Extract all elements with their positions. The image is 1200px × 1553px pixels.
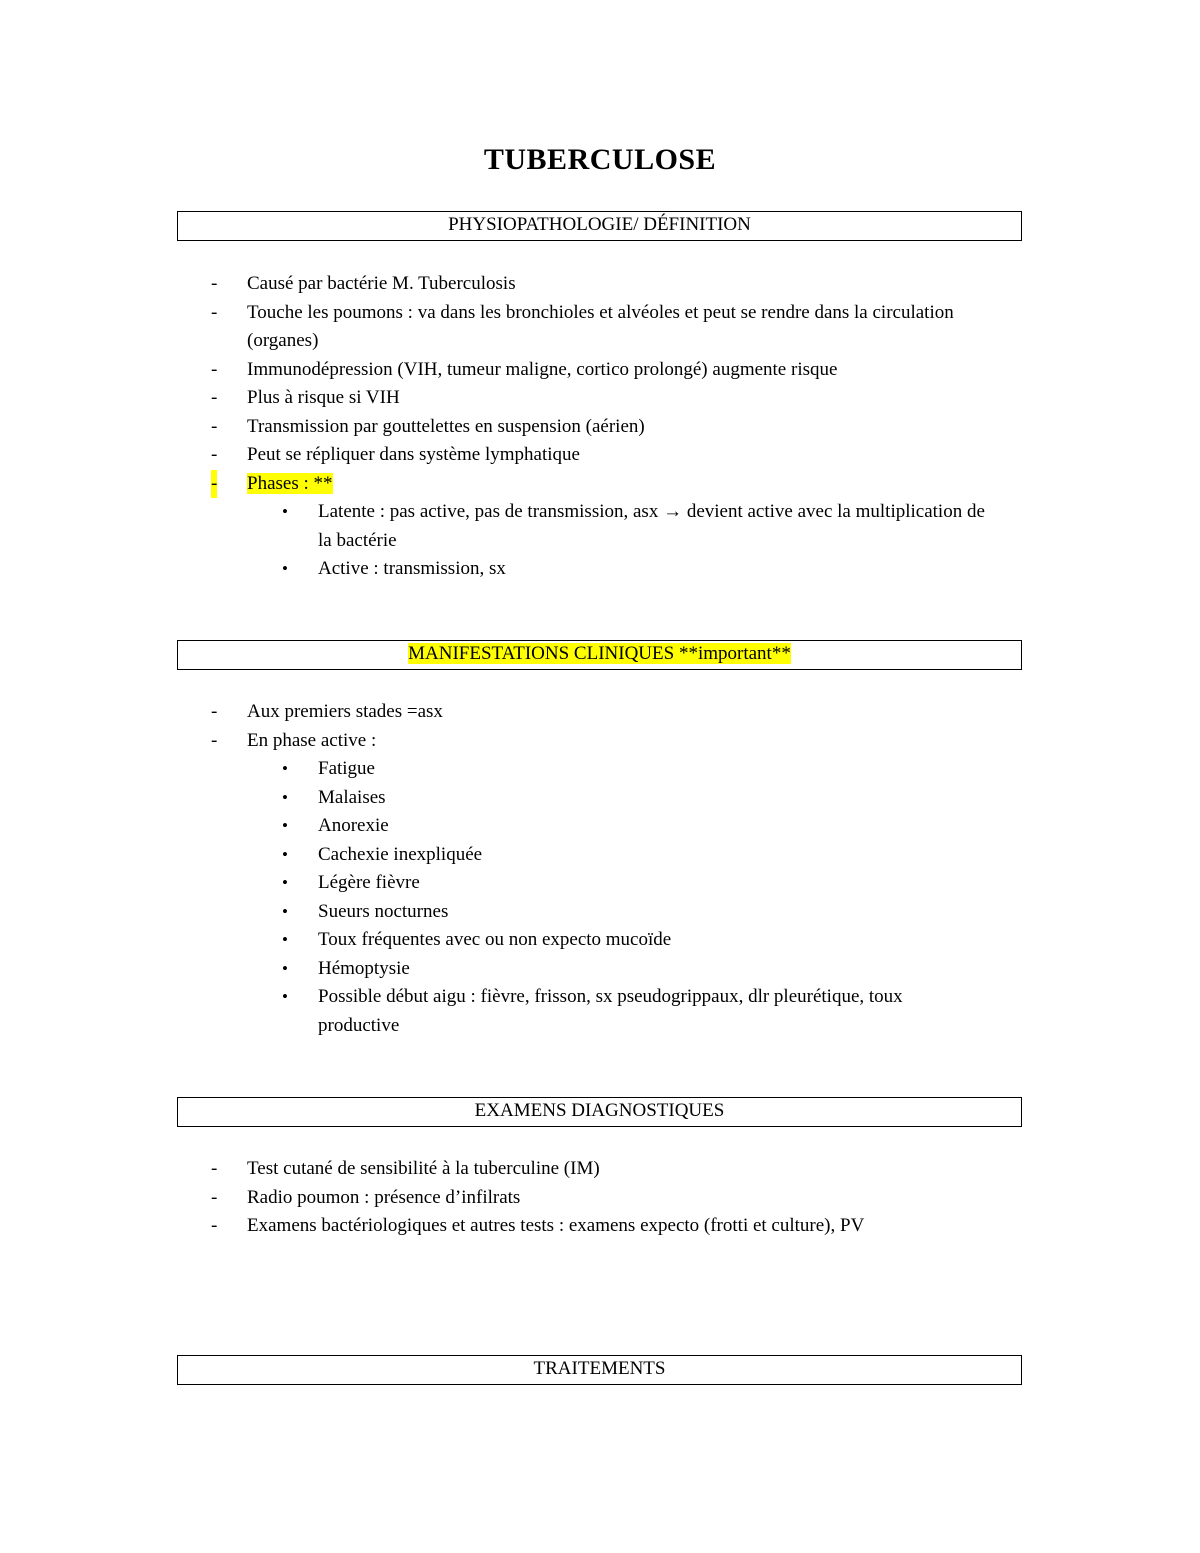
list-item: - Touche les poumons : va dans les bronchioles et alvéoles et peut se rendre dans la circulation (organes) (0, 299, 987, 356)
bullet-icon: • (282, 787, 288, 807)
list-item: - Immunodépression (VIH, tumeur maligne, cortico prolongé) augmente risque (0, 356, 987, 385)
sub-list-item: • Hémoptysie (0, 955, 988, 984)
section-heading-traitements (177, 1355, 1022, 1385)
sub-list-item: • Sueurs nocturnes (0, 898, 988, 927)
list-item: - Radio poumon : présence d’infilrats (0, 1184, 987, 1213)
sub-list-item: • Fatigue (0, 755, 988, 784)
list-item: - Causé par bactérie M. Tuberculosis (0, 270, 987, 299)
section-heading-label: TRAITEMENTS (533, 1358, 666, 1379)
physiopathologie-list (0, 270, 1200, 584)
bullet-icon: • (282, 816, 288, 835)
dash-marker: - (211, 470, 217, 499)
manifestations-list (0, 698, 1200, 1040)
dash-marker: - (211, 444, 218, 465)
section-heading-label: PHYSIOPATHOLOGIE/ DÉFINITION (448, 214, 751, 235)
bullet-icon: • (282, 987, 288, 1006)
dash-marker: - (211, 273, 218, 294)
section-heading-manifestations (177, 640, 1022, 670)
bullet-icon: • (282, 873, 288, 892)
list-item: - Examens bactériologiques et autres tests : examens expecto (frotti et culture), PV (0, 1212, 987, 1241)
bullet-icon: • (282, 759, 288, 778)
list-item: - Test cutané de sensibilité à la tuberculine (IM) (0, 1155, 987, 1184)
sub-list-item: • Possible début aigu : fièvre, frisson, sx pseudogrippaux, dlr pleurétique, toux productive (0, 983, 988, 1040)
list-item: - Aux premiers stades =asx (0, 698, 987, 727)
sub-list-item: • Cachexie inexpliquée (0, 841, 988, 870)
dash-marker: - (211, 701, 218, 722)
dash-marker: - (211, 301, 218, 323)
bullet-icon: • (282, 559, 288, 578)
sub-list-item: • Malaises (0, 784, 988, 813)
list-item: - Transmission par gouttelettes en suspension (aérien) (0, 413, 987, 442)
bullet-icon: • (282, 502, 288, 521)
dash-marker: - (211, 358, 218, 380)
list-item: - Plus à risque si VIH (0, 384, 987, 413)
dash-marker: - (211, 1158, 218, 1179)
page-title: TUBERCULOSE (483, 143, 717, 176)
dash-marker: - (211, 1186, 218, 1208)
sub-list-item: • Toux fréquentes avec ou non expecto mucoïde (0, 926, 988, 955)
sub-list-item: • Latente : pas active, pas de transmission, asx → devient active avec la multiplication de la bactérie (0, 498, 988, 555)
section-heading-physiopathologie (177, 211, 1022, 241)
sub-list-item: • Légère fièvre (0, 869, 988, 898)
bullet-icon: • (282, 930, 288, 949)
sub-list-item: • Active : transmission, sx (0, 555, 988, 584)
bullet-icon: • (282, 958, 288, 978)
list-item: - En phase active : (0, 727, 987, 756)
section-heading-examens (177, 1097, 1022, 1127)
dash-marker: - (211, 729, 218, 751)
dash-marker: - (211, 387, 218, 408)
dash-marker: - (211, 1215, 218, 1236)
list-item: - Peut se répliquer dans système lymphatique (0, 441, 987, 470)
section-heading-label: EXAMENS DIAGNOSTIQUES (474, 1100, 725, 1121)
section-heading-label: MANIFESTATIONS CLINIQUES **important** (408, 643, 791, 664)
bullet-icon: • (282, 901, 288, 921)
sub-list-item: • Anorexie (0, 812, 988, 841)
list-item-phases: - Phases : ** (0, 470, 987, 499)
bullet-icon: • (282, 844, 288, 864)
examens-list (0, 1155, 1200, 1241)
dash-marker: - (211, 415, 218, 437)
